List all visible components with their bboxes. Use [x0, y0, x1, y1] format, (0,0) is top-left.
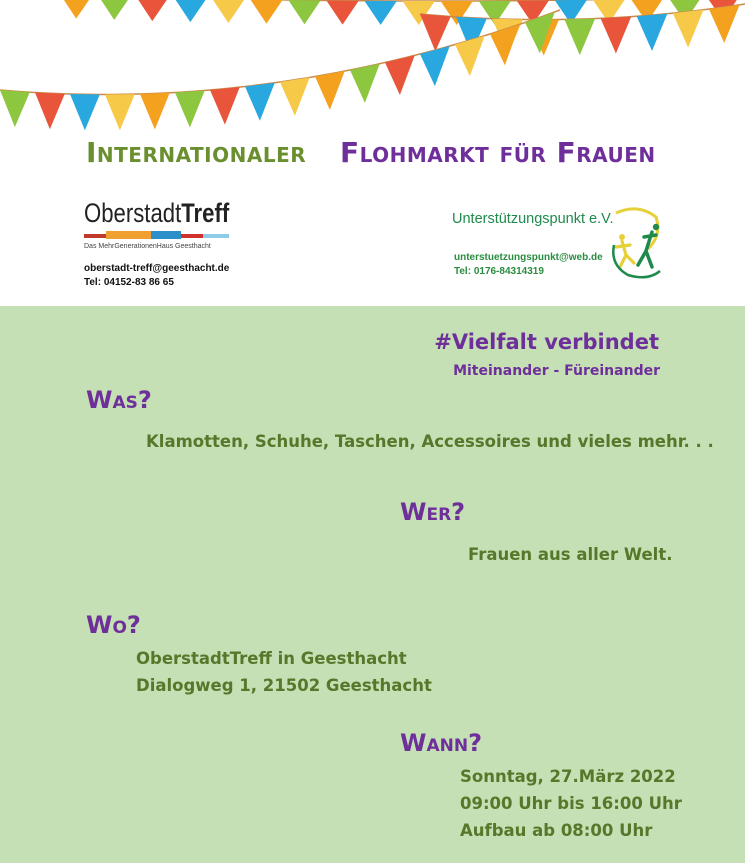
bunting-flag: [420, 46, 450, 86]
oberstadt-treff-logo: [84, 198, 284, 250]
bunting-flag: [420, 14, 451, 51]
bunting-flag: [564, 19, 595, 56]
bunting-flag: [35, 93, 65, 130]
bunting-flag: [350, 64, 380, 103]
bunting-flag: [98, 0, 130, 20]
title-flohmarkt: Flohmarkt für Frauen: [340, 136, 656, 169]
wann-line-3: Aufbau ab 08:00 Uhr: [460, 821, 653, 840]
oberstadt-phone: Tel: 04152-83 86 65: [84, 277, 174, 288]
unterstuetzungspunkt-logo: [452, 205, 722, 285]
bunting-flag: [490, 24, 520, 65]
unterstuetzungspunkt-email: unterstuetzungspunkt@web.de: [454, 252, 603, 263]
bunting-flag: [0, 90, 30, 127]
bunting-flag: [288, 0, 320, 24]
hashtag-heading: #Vielfalt verbindet: [434, 330, 659, 354]
bunting-flag: [174, 0, 206, 22]
bunting-flag: [175, 90, 205, 127]
content-panel: [0, 306, 745, 863]
bunting-flag: [601, 17, 632, 54]
oberstadt-logo-wordmark: [84, 198, 248, 228]
was-text: Klamotten, Schuhe, Taschen, Accessoires und vieles mehr. . .: [146, 432, 714, 451]
tagline: Miteinander - Füreinander: [453, 363, 660, 379]
bunting-flag: [280, 77, 310, 115]
bunting-flag: [364, 1, 396, 25]
wo-heading: Wo?: [86, 611, 141, 639]
bunting-flag: [673, 10, 704, 48]
people-figures-icon: [608, 205, 664, 281]
wo-address: [136, 645, 432, 699]
bunting-flag: [315, 71, 345, 110]
title-internationaler: Internationaler: [86, 136, 307, 169]
bunting-flag: [326, 0, 358, 24]
bunting-garland: [0, 0, 745, 135]
wer-heading: Wer?: [400, 498, 466, 526]
bunting-flag: [212, 0, 244, 23]
wo-line-1: OberstadtTreff in Geesthacht: [136, 649, 407, 668]
wann-line-2: 09:00 Uhr bis 16:00 Uhr: [460, 794, 682, 813]
bunting-flag: [140, 93, 170, 130]
unterstuetzungspunkt-name: Unterstützungspunkt e.V.: [452, 211, 614, 227]
oberstadt-logo-regular: Oberstadt: [84, 198, 182, 228]
oberstadt-contact: [84, 262, 229, 290]
unterstuetzungspunkt-contact: [454, 251, 603, 279]
bunting-flag: [136, 0, 168, 21]
oberstadt-logo-bold: Treff: [181, 198, 230, 228]
wann-details: [460, 763, 682, 844]
bunting-flag: [637, 14, 668, 51]
bunting-flag: [70, 94, 100, 130]
wann-heading: Wann?: [400, 729, 483, 757]
unterstuetzungspunkt-phone: Tel: 0176-84314319: [454, 266, 544, 277]
bunting-flag: [105, 94, 135, 130]
wo-line-2: Dialogweg 1, 21502 Geesthacht: [136, 676, 432, 695]
was-heading: Was?: [86, 386, 152, 414]
bunting-flag: [245, 83, 275, 121]
bunting-flag: [250, 0, 282, 24]
bunting-flag: [455, 36, 485, 77]
bunting-flag: [60, 0, 92, 19]
oberstadt-logo-subtitle: Das MehrGenerationenHaus Geesthacht: [84, 243, 211, 250]
bunting-flag: [709, 5, 740, 43]
bunting-flag: [210, 87, 240, 125]
oberstadt-email: oberstadt-treff@geesthacht.de: [84, 263, 230, 274]
wer-text: Frauen aus aller Welt.: [468, 545, 673, 564]
wann-line-1: Sonntag, 27.März 2022: [460, 767, 676, 786]
oberstadt-logo-colorbar: [84, 231, 229, 241]
